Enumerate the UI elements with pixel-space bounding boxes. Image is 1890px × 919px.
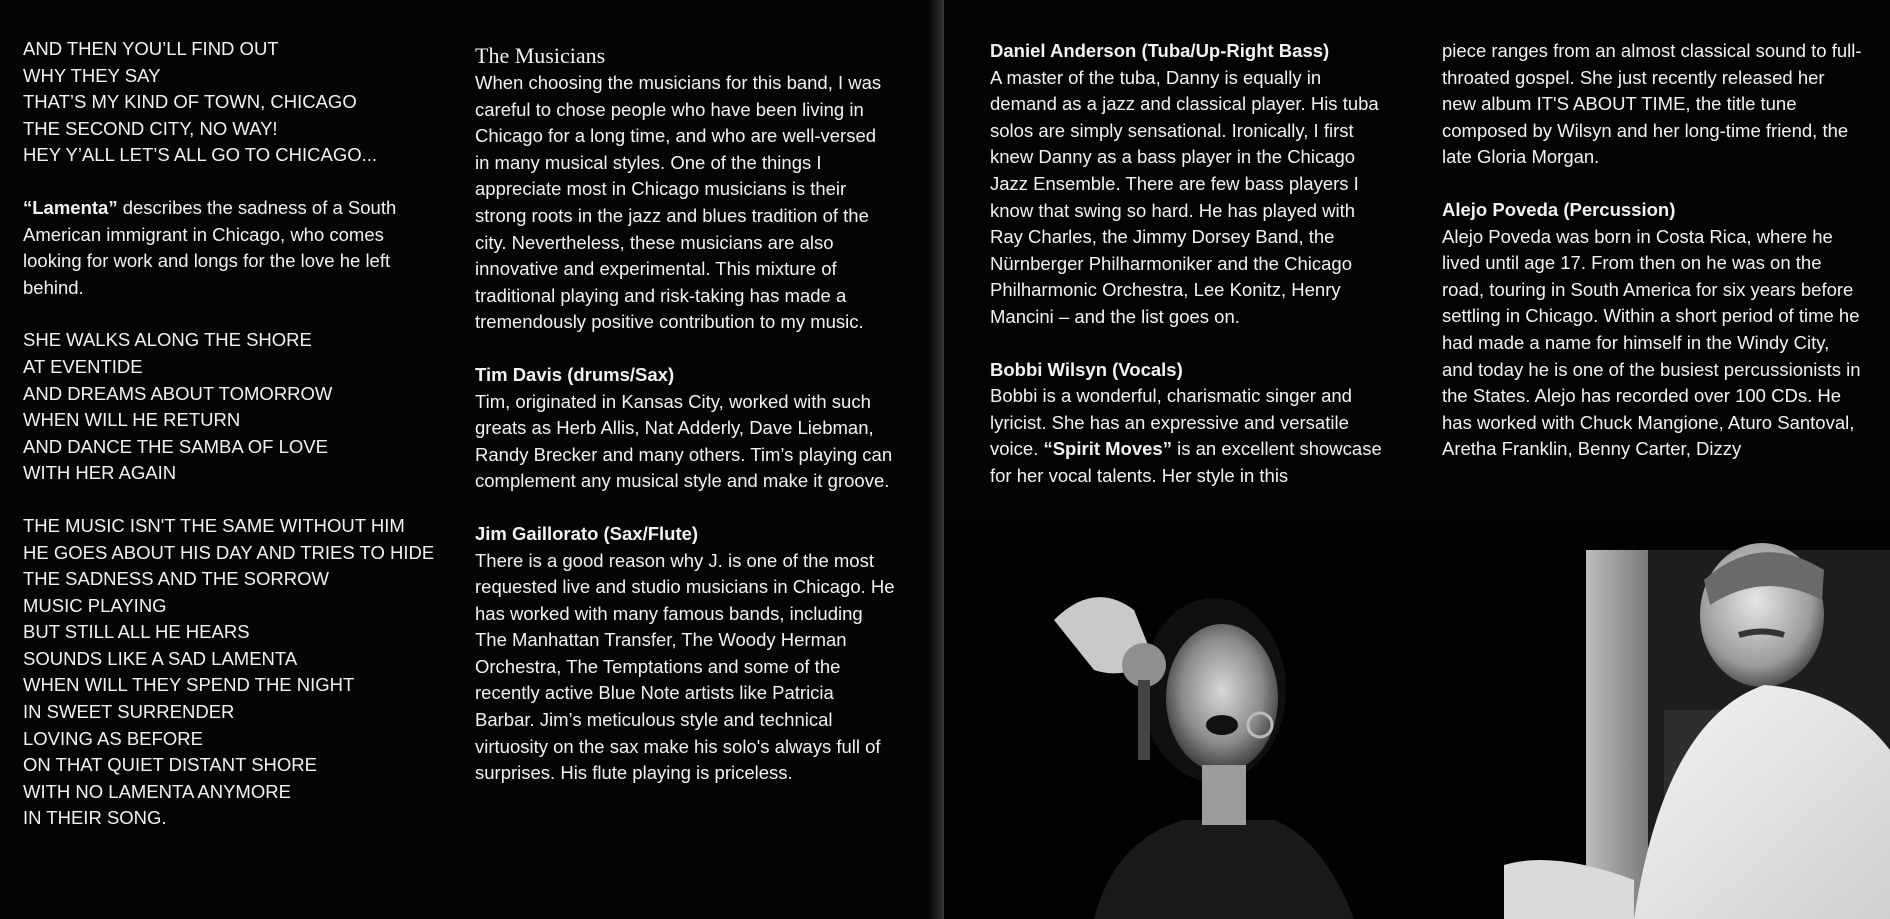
musician-bio-daniel (990, 38, 1390, 331)
musician-bio-bobbi (990, 357, 1390, 490)
section-heading: The Musicians (475, 43, 606, 68)
musician-name: Tim Davis (drums/Sax) (475, 363, 675, 385)
song-title: “Spirit Moves” (1043, 438, 1172, 460)
musician-text: Tim, originated in Kansas City, worked with such greats as Herb Allis, Nat Adderly, Dave Liebman, Randy Brecker and many others. Tim’s playing can complement any musical style and make it groove. (475, 390, 893, 492)
lyric-line: SOUNDS LIKE A SAD LAMENTA (23, 647, 298, 669)
lyric-line: LOVING AS BEFORE (23, 727, 203, 749)
lyrics-column (23, 36, 443, 858)
musician-bio-bobbi-continued: piece ranges from an almost classical sound to full-throated gospel. She just recently released her new album IT'S ABOUT TIME, the title tune composed by Wilsyn and her long-time friend, the late Gloria Morgan. (1442, 40, 1862, 168)
photo-illustration (944, 520, 1890, 919)
musician-text: Bobbi is a wonderful, charismatic singer and lyricist. She has an expressive and versatile voice. (990, 385, 1352, 460)
musician-text: Alejo Poveda was born in Costa Rica, where he lived until age 17. From then on he was on the road, touring in South America for six years before settling in Chicago. Within a short period of time he had made a name for himself in the Windy City, and today he is one of the busiest percussionists in the States. Alejo has recorded over 100 CDs. He has worked with Chuck Mangione, Aturo Santoval, Aretha Franklin, Benny Carter, Dizzy (1442, 225, 1861, 460)
lyric-line: THAT’S MY KIND OF TOWN, CHICAGO (23, 91, 357, 113)
musician-bio-tim (475, 362, 895, 495)
musician-name: Bobbi Wilsyn (Vocals) (990, 358, 1183, 380)
singer-face (1166, 624, 1278, 772)
musician-name: Alejo Poveda (Percussion) (1442, 198, 1676, 220)
bios-column-3 (990, 38, 1390, 516)
lyric-line: AT EVENTIDE (23, 355, 143, 377)
lamenta-paragraph (23, 195, 443, 301)
lyric-line: IN THEIR SONG. (23, 807, 167, 829)
lyric-line: WHEN WILL HE RETURN (23, 409, 241, 431)
lyric-line: ON THAT QUIET DISTANT SHORE (23, 754, 317, 776)
lyric-line: AND DREAMS ABOUT TOMORROW (23, 382, 333, 404)
lyric-line: WHEN WILL THEY SPEND THE NIGHT (23, 674, 355, 696)
musician-bio-jim (475, 521, 895, 787)
left-page (0, 0, 944, 919)
verse-2 (23, 327, 443, 487)
lyric-line: AND THEN YOU’LL FIND OUT (23, 38, 279, 59)
lyric-line: THE MUSIC ISN'T THE SAME WITHOUT HIM (23, 514, 405, 536)
lyric-line: AND DANCE THE SAMBA OF LOVE (23, 435, 328, 457)
lyric-line: WITH HER AGAIN (23, 462, 177, 484)
pillar (1586, 550, 1648, 919)
musician-name: Jim Gaillorato (Sax/Flute) (475, 522, 699, 544)
lyric-line: MUSIC PLAYING (23, 594, 167, 616)
bios-column-4 (1442, 38, 1862, 489)
verse-3 (23, 513, 443, 832)
musician-name: Daniel Anderson (Tuba/Up-Right Bass) (990, 40, 1330, 61)
lyric-line: HE GOES ABOUT HIS DAY AND TRIES TO HIDE (23, 541, 435, 563)
musician-text: is an excellent showcase for her vocal talents. Her style in this (990, 438, 1382, 486)
musician-text: A master of the tuba, Danny is equally in demand as a jazz and classical player. His tuba solos are simply sensational. Ironically, I first knew Danny as a bass player in the Chicago Jazz Ensemble. There are few bass players I know that swing so hard. He has played with Ray Charles, the Jimmy Dorsey Band, the Nürnberger Philharmoniker and the Chicago Philharmonic Orchestra, Lee Konitz, Henry Mancini – and the list goes on. (990, 66, 1379, 327)
lyric-line: BUT STILL ALL HE HEARS (23, 621, 250, 643)
lyric-line: HEY Y’ALL LET’S ALL GO TO CHICAGO... (23, 144, 378, 166)
lamenta-title: “Lamenta” (23, 196, 118, 218)
musicians-column (475, 38, 895, 813)
lyric-line: IN SWEET SURRENDER (23, 701, 235, 723)
lamenta-text: describes the sadness of a South American immigrant in Chicago, who comes looking for work and longs for the love he left behind. (23, 196, 397, 298)
lyric-line: WHY THEY SAY (23, 64, 161, 86)
verse-1 (23, 36, 443, 169)
intro-paragraph: When choosing the musicians for this band, I was careful to chose people who have been living in Chicago for a long time, and who are well-versed in many musical styles. One of the things I appreciate most in Chicago musicians is their strong roots in the jazz and blues tradition of the city. Nevertheless, these musicians are also innovative and experimental. This mixture of traditional playing and risk-taking has made a tremendously positive contribution to my music. (475, 72, 882, 333)
lyric-line: THE SADNESS AND THE SORROW (23, 568, 329, 590)
musician-bio-alejo (1442, 197, 1862, 463)
lyric-line: SHE WALKS ALONG THE SHORE (23, 329, 312, 351)
lyric-line: WITH NO LAMENTA ANYMORE (23, 780, 291, 802)
musician-text: There is a good reason why J. is one of the most requested live and studio musicians in Chicago. He has worked with many famous bands, including The Manhattan Transfer, The Woody Herman Orchestra, The Temptations and some of the recently active Blue Note artists like Patricia Barbar. Jim’s meticulous style and technical virtuosity on the sax make his solo's always full of surprises. His flute playing is priceless. (475, 549, 895, 784)
lyric-line: THE SECOND CITY, NO WAY! (23, 117, 278, 139)
musicians-photo (944, 520, 1890, 919)
